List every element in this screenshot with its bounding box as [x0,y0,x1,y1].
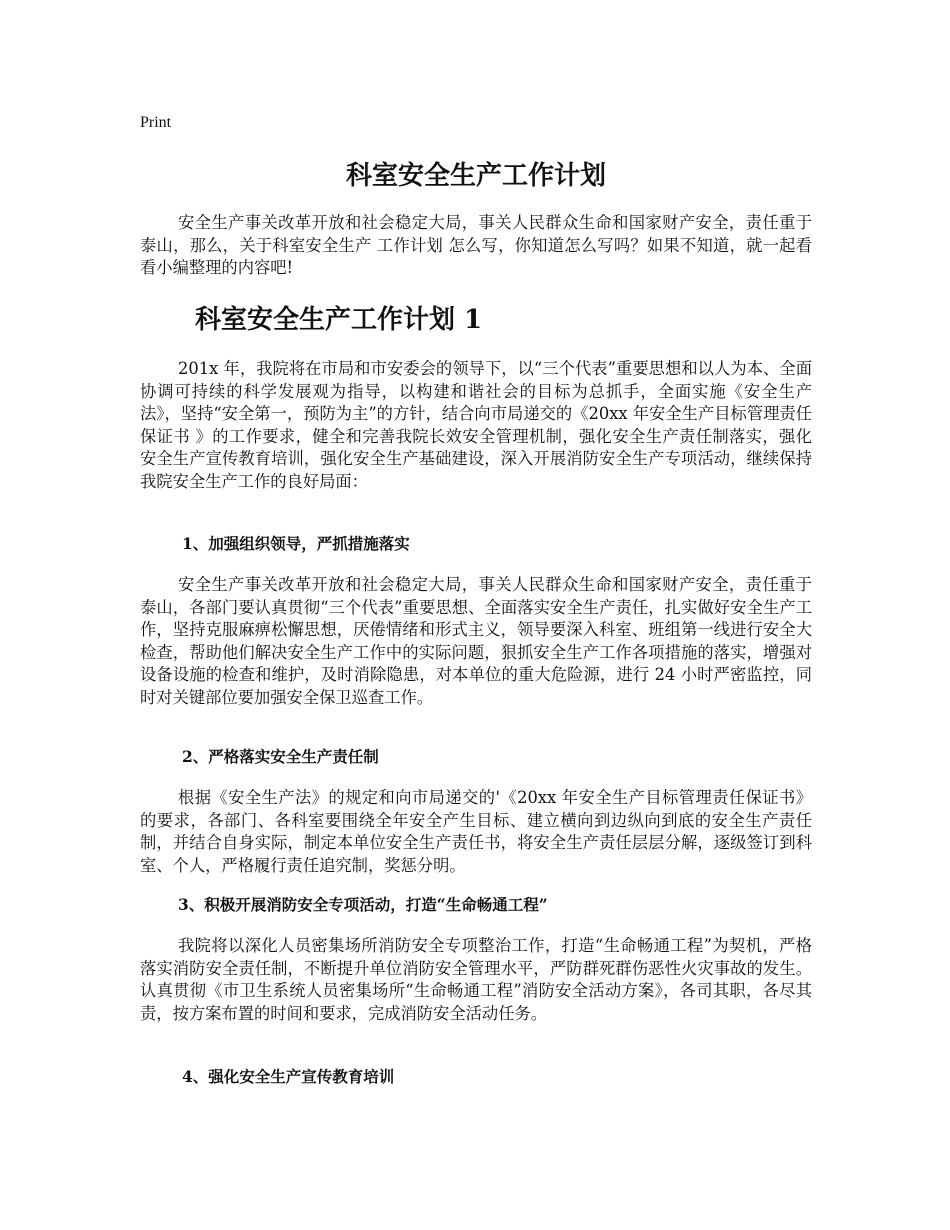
item-2-heading: 2、严格落实安全生产责任制 [182,747,379,766]
print-label: Print [140,114,172,131]
item-3-body: 我院将以深化人员密集场所消防安全专项整治工作，打造“生命畅通工程”为契机，严格落实消防安全责任制，不断提升单位消防安全管理水平，严防群死群伤恶性火灾事故的发生。认真贯彻《市卫生系统人员密集场所“生命畅通工程”消防安全活动方案》，各司其职，各尽其责，按方案布置的时间和要求，完成消防安全活动任务。 [140,936,812,1023]
item-1-heading: 1、加强组织领导，严抓措施落实 [182,534,410,553]
item-1-body: 安全生产事关改革开放和社会稳定大局，事关人民群众生命和国家财产安全，责任重于泰山，各部门要认真贯彻“三个代表”重要思想、全面落实安全生产责任，扎实做好安全生产工作，坚持克服麻痹松懈思想，厌倦情绪和形式主义，领导要深入科室、班组第一线进行安全大检查，帮助他们解决安全生产工作中的实际问题，狠抓安全生产工作各项措施的落实，增强对设备设施的检查和维护，及时消除隐患，对本单位的重大危险源，进行 24 小时严密监控，同时对关键部位要加强安全保卫巡查工作。 [140,575,812,707]
document-title: 科室安全生产工作计划 [345,161,606,191]
item-3-heading: 3、积极开展消防安全专项活动，打造“生命畅通工程” [178,895,548,914]
item-4-heading: 4、强化安全生产宣传教育培训 [182,1067,395,1086]
section-title: 科室安全生产工作计划 1 [195,305,483,335]
section-intro-paragraph: 201x 年，我院将在市局和市安委会的领导下，以“三个代表”重要思想和以人为本、全面协调可持续的科学发展观为指导，以构建和谐社会的目标为总抓手，全面实施《安全生产法》，坚持“安全第一，预防为主”的方针，结合向市局递交的《20xx 年安全生产目标管理责任 保证书 》的工作要求，健全和完善我院长效安全管理机制，强化安全生产责任制落实，强化安全生产宣传教育培训，强化安全生产基础建设，深入开展消防安全生产专项活动，继续保持我院安全生产工作的良好局面： [140,359,812,491]
intro-paragraph: 安全生产事关改革开放和社会稳定大局，事关人民群众生命和国家财产安全，责任重于泰山，那么，关于科室安全生产 工作计划 怎么写，你知道怎么写吗？如果不知道，就一起看看小编整理的内容吧! [140,213,812,278]
item-2-body: 根据《安全生产法》的规定和向市局递交的'《20xx 年安全生产目标管理责任保证书》的要求，各部门、各科室要围绕全年安全产生目标、建立横向到边纵向到底的安全生产责任制，并结合自身实际，制定本单位安全生产责任书，将安全生产责任层层分解，逐级签订到科室、个人，严格履行责任追究制，奖惩分明。 [140,788,812,875]
